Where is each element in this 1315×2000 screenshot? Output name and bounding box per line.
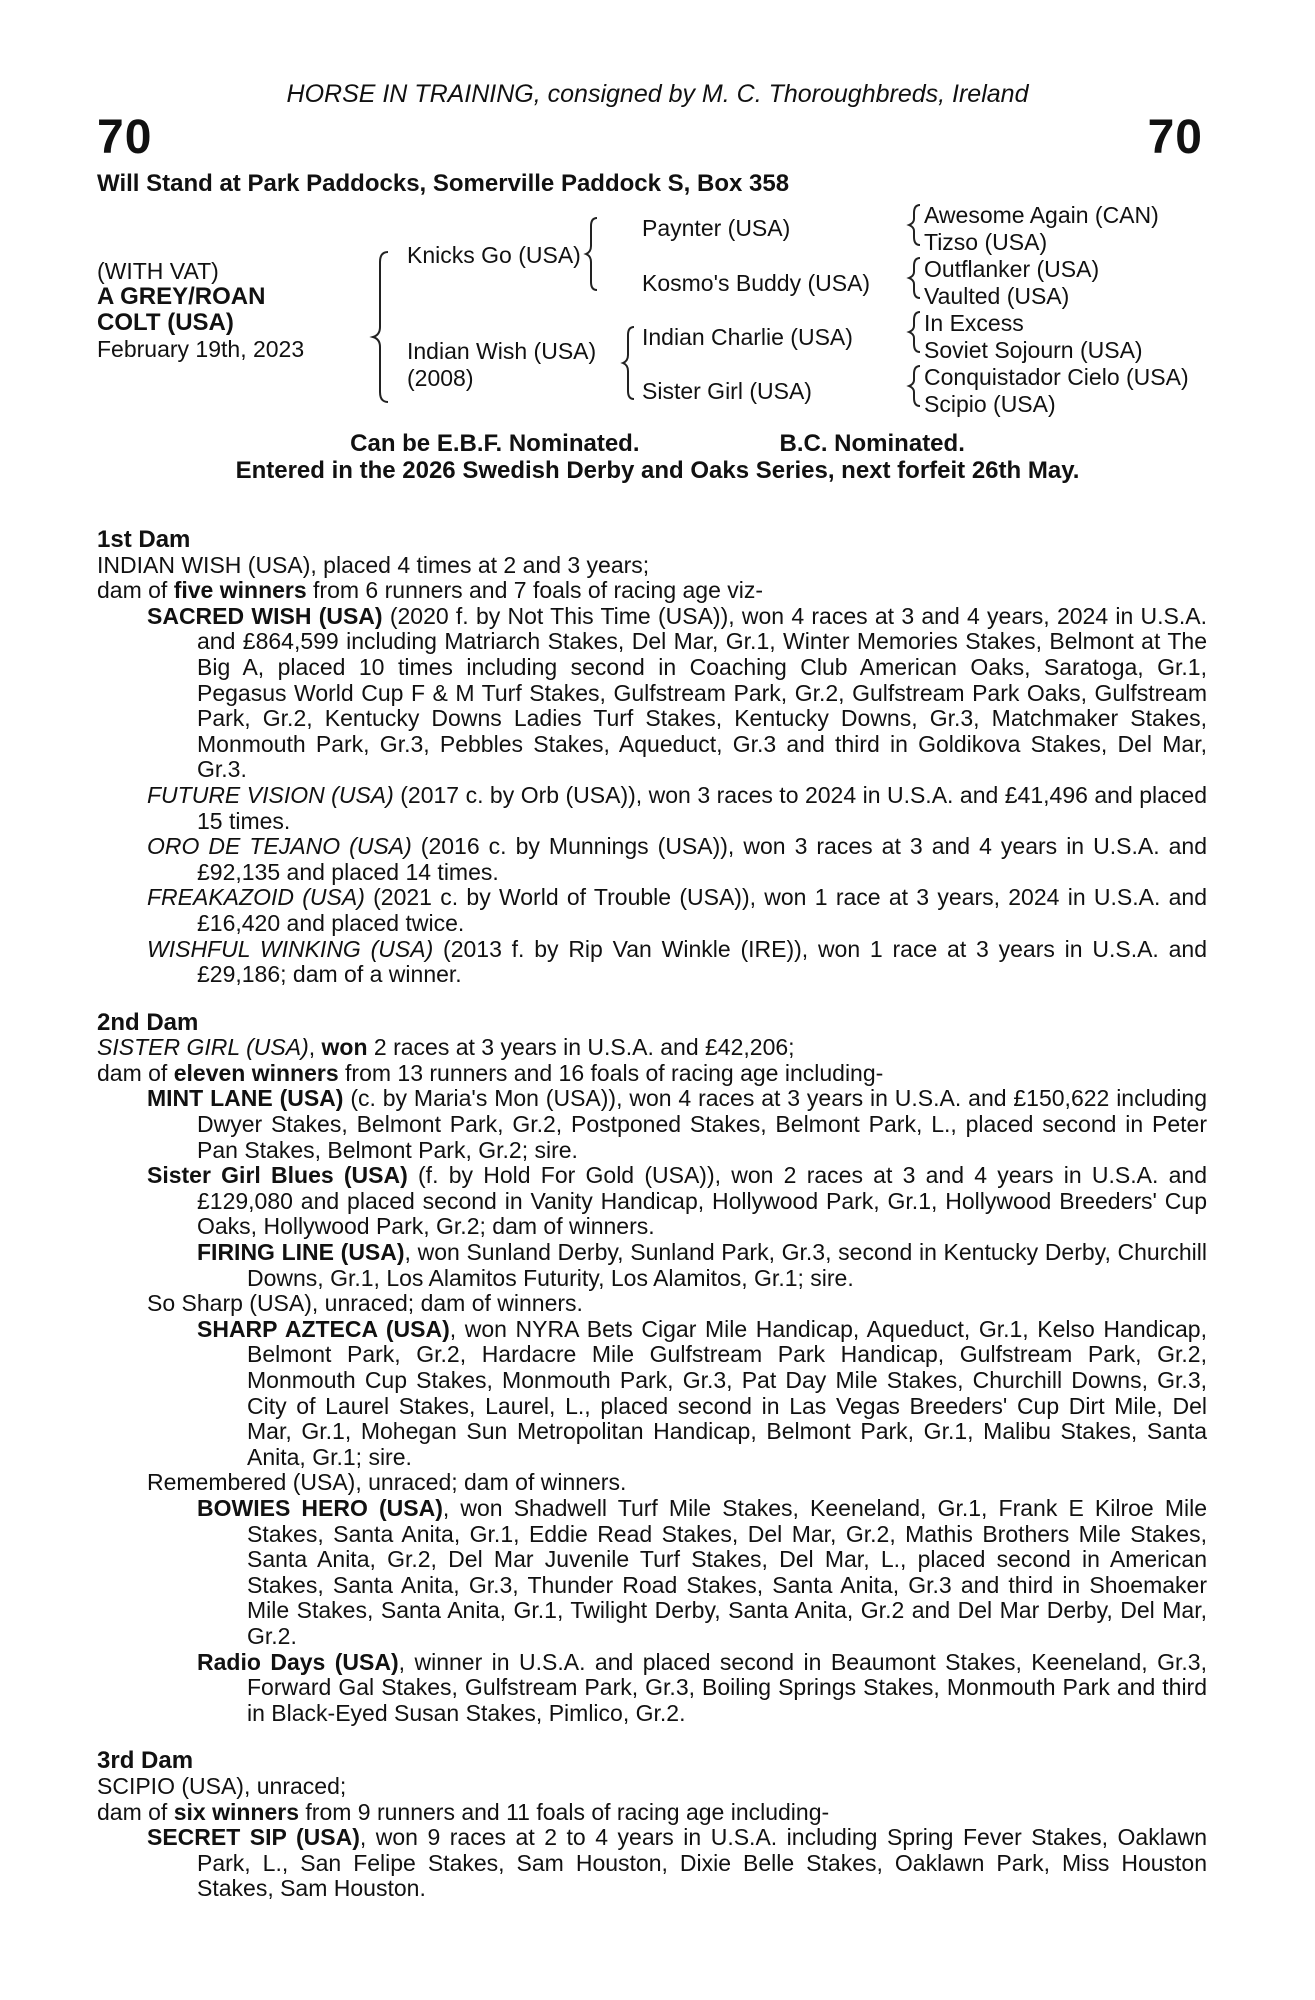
sd-brace [909, 258, 920, 298]
horse-sex: COLT (USA) [97, 309, 234, 336]
ss-brace [909, 205, 920, 245]
bc-note: B.C. Nominated. [779, 430, 965, 457]
third-dam-record: dam of six winners from 9 runners and 11 foals of racing age including- [97, 1798, 830, 1825]
sire-dam: Kosmo's Buddy (USA) [642, 270, 871, 296]
dam-sire: Indian Charlie (USA) [642, 324, 853, 350]
stand-location: Will Stand at Park Paddocks, Somerville Paddock S, Box 358 [97, 170, 790, 197]
ss-sire: Awesome Again (CAN) [924, 202, 1159, 228]
sire-brace [586, 218, 597, 290]
ds-dam: Soviet Sojourn (USA) [924, 337, 1143, 363]
third-dam-line: SCIPIO (USA), unraced; [97, 1772, 347, 1799]
sd-sire: Outflanker (USA) [924, 256, 1100, 282]
ds-brace [909, 312, 920, 352]
second-dam-line: SISTER GIRL (USA), won 2 races at 3 years in U.S.A. and £42,206; [97, 1034, 795, 1061]
produce-entry: MINT LANE (USA) (c. by Maria's Mon (USA)), won 4 races at 3 years in U.S.A. and £150,622 including Dwyer Stakes, Belmont Park, Gr.2, Postponed Stakes, Belmont Park, L., placed second in Peter Pan Stakes, Belmont Park, Gr.2; sire. [147, 1085, 1207, 1163]
sire-sire: Paynter (USA) [642, 215, 791, 241]
produce-entry: SECRET SIP (USA), won 9 races at 2 to 4 years in U.S.A. including Spring Fever Stakes, Oaklawn Park, L., San Felipe Stakes, Sam Houston, Dixie Belle Stakes, Oaklawn Park, Miss Houston Stakes, Sam Houston. [147, 1824, 1207, 1902]
catalogue-body [97, 505, 1207, 1902]
dd-sire: Conquistador Cielo (USA) [924, 364, 1189, 390]
produce-entry: SACRED WISH (USA) (2020 f. by Not This Time (USA)), won 4 races at 3 and 4 years, 2024 in U.S.A. and £864,599 including Matriarch Stakes, Del Mar, Gr.1, Winter Memories Stakes, Belmont at The Big A, placed 10 times including second in Coaching Club American Oaks, Saratoga, Gr.1, Pegasus World Cup F & M Turf Stakes, Gulfstream Park, Gr.2, Gulfstream Park Oaks, Gulfstream Park, Gr.2, Kentucky Downs Ladies Turf Stakes, Kentucky Downs, Gr.3, Matchmaker Stakes, Monmouth Park, Gr.3, Pebbles Stakes, Aqueduct, Gr.3 and third in Goldikova Stakes, Del Mar, Gr.3. [147, 602, 1207, 783]
produce-subentry: FIRING LINE (USA), won Sunland Derby, Sunland Park, Gr.3, second in Kentucky Derby, Churchill Downs, Gr.1, Los Alamitos Futurity, Los Alamitos, Gr.1; sire. [197, 1239, 1207, 1291]
vat-note: (WITH VAT) [97, 258, 219, 284]
dd-brace [909, 366, 920, 406]
ds-sire: In Excess [924, 310, 1024, 336]
first-dam-record: dam of five winners from 6 runners and 7 foals of racing age viz- [97, 577, 764, 604]
dam-name: Indian Wish (USA) [407, 338, 597, 364]
first-dam-line: INDIAN WISH (USA), placed 4 times at 2 and 3 years; [97, 551, 650, 578]
second-dam-heading: 2nd Dam [97, 1008, 199, 1036]
produce-entry: So Sharp (USA), unraced; dam of winners. [147, 1290, 583, 1317]
third-dam-heading: 3rd Dam [97, 1747, 194, 1775]
dam-brace [623, 327, 634, 399]
produce-entry: Sister Girl Blues (USA) (f. by Hold For Gold (USA)), won 2 races at 3 and 4 years in U.S.A. and £129,080 and placed second in Vanity Handicap, Hollywood Park, Gr.1, Hollywood Breeders' Cup Oaks, Hollywood Park, Gr.2; dam of winners. [147, 1162, 1207, 1240]
produce-subentry: BOWIES HERO (USA), won Shadwell Turf Mile Stakes, Keeneland, Gr.1, Frank E Kilroe Mile Stakes, Santa Anita, Gr.1, Eddie Read Stakes, Del Mar, Gr.2, Mathis Brothers Mile Stakes, Santa Anita, Gr.2, Del Mar Juvenile Turf Stakes, Del Mar, L., placed second in American Stakes, Santa Anita, Gr.3, Thunder Road Stakes, Santa Anita, Gr.3 and third in Shoemaker Mile Stakes, Santa Anita, Gr.1, Twilight Derby, Santa Anita, Gr.2 and Del Mar Derby, Del Mar, Gr.2. [197, 1494, 1208, 1649]
produce-entry: WISHFUL WINKING (USA) (2013 f. by Rip Van Winkle (IRE)), won 1 race at 3 years in U.S.A. and £29,186; dam of a winner. [147, 935, 1207, 988]
produce-entry: ORO DE TEJANO (USA) (2016 c. by Munnings (USA)), won 3 races at 3 and 4 years in U.S.A. and £92,135 and placed 14 times. [147, 833, 1207, 885]
produce-entry: FREAKAZOID (USA) (2021 c. by World of Trouble (USA)), won 1 race at 3 years, 2024 in U.S.A. and £16,420 and placed twice. [147, 884, 1208, 936]
lot-number-right: 70 [1147, 111, 1203, 164]
sd-dam: Vaulted (USA) [924, 283, 1070, 309]
second-dam-record: dam of eleven winners from 13 runners and 16 foals of racing age including- [97, 1059, 884, 1086]
produce-subentry: Radio Days (USA), winner in U.S.A. and placed second in Beaumont Stakes, Keeneland, Gr.3, Forward Gal Stakes, Gulfstream Park, Gr.3, Boiling Springs Stakes, Monmouth Park and third in Black-Eyed Susan Stakes, Pimlico, Gr.2. [197, 1648, 1207, 1726]
produce-entry: FUTURE VISION (USA) (2017 c. by Orb (USA)), won 3 races to 2024 in U.S.A. and £41,496 and placed 15 times. [147, 781, 1207, 834]
entry-note: Entered in the 2026 Swedish Derby and Oaks Series, next forfeit 26th May. [235, 457, 1080, 484]
ebf-note: Can be E.B.F. Nominated. [350, 430, 640, 457]
lot-number-left: 70 [97, 111, 153, 164]
ss-dam: Tizso (USA) [924, 229, 1048, 255]
sire-name: Knicks Go (USA) [407, 242, 581, 268]
horse-dob: February 19th, 2023 [97, 336, 305, 362]
dam-year: (2008) [407, 365, 474, 391]
main-brace [373, 252, 388, 402]
produce-entry: Remembered (USA), unraced; dam of winners. [147, 1469, 627, 1496]
dam-dam: Sister Girl (USA) [642, 378, 812, 404]
first-dam-heading: 1st Dam [97, 526, 191, 553]
horse-color: A GREY/ROAN [97, 283, 266, 310]
dd-dam: Scipio (USA) [924, 391, 1056, 417]
nomination-notes [0, 430, 1315, 484]
produce-subentry: SHARP AZTECA (USA), won NYRA Bets Cigar Mile Handicap, Aqueduct, Gr.1, Kelso Handicap, Belmont Park, Gr.2, Hardacre Mile Gulfstream Park Handicap, Gulfstream Park, Gr.2, Monmouth Cup Stakes, Monmouth Park, Gr.3, Pat Day Mile Stakes, Churchill Downs, Gr.3, City of Laurel Stakes, Laurel, L., placed second in Las Vegas Breeders' Cup Dirt Mile, Del Mar, Gr.1, Mohegan Sun Metropolitan Handicap, Belmont Park, Gr.1, Malibu Stakes, Santa Anita, Gr.1; sire. [197, 1315, 1207, 1470]
catalogue-header: HORSE IN TRAINING, consigned by M. C. Thoroughbreds, Ireland [286, 80, 1029, 108]
